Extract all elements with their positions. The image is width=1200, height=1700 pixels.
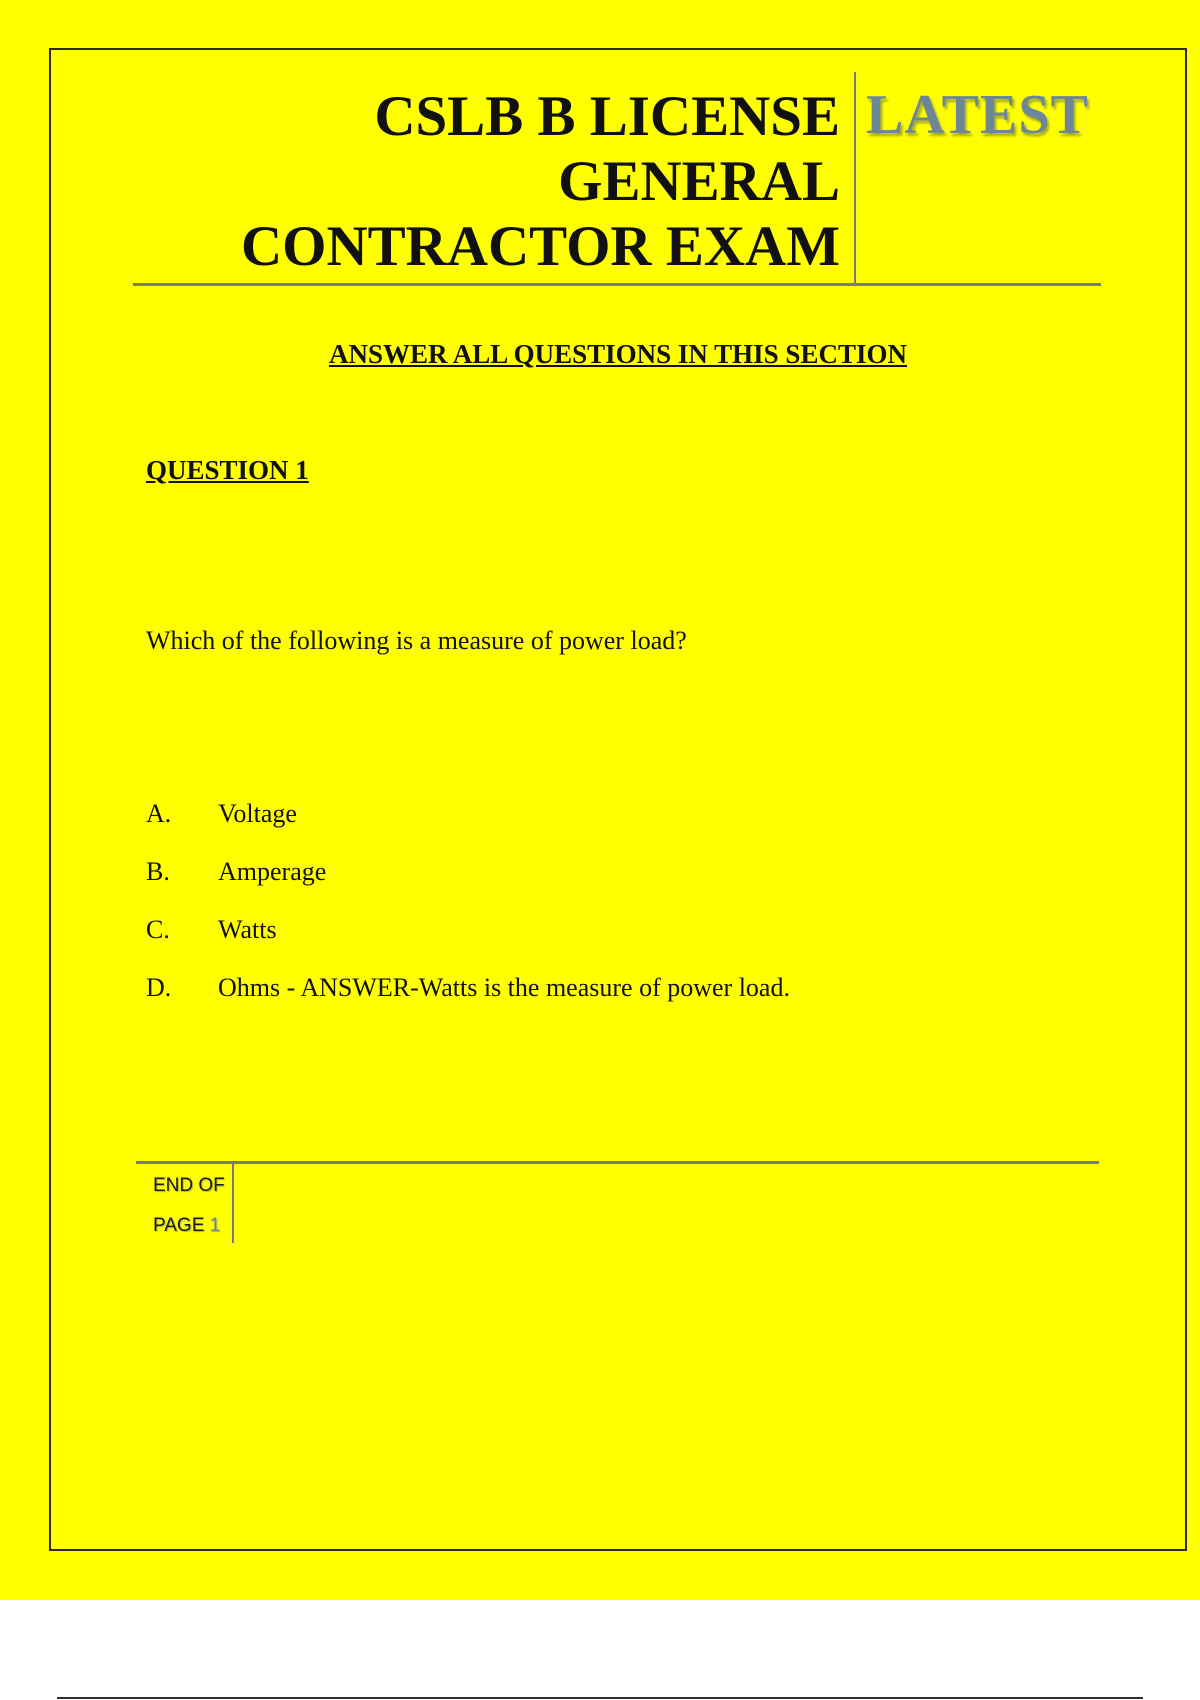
footer-rule (136, 1161, 1099, 1164)
title-line: CSLB B LICENSE (374, 85, 840, 148)
latest-badge: LATEST (866, 84, 1089, 146)
title-line: GENERAL (558, 150, 840, 213)
option-letter: B. (146, 857, 170, 886)
option-letter: C. (146, 915, 170, 944)
footer-end-of: END OF (153, 1175, 225, 1196)
title-divider (854, 72, 856, 284)
question-text: Which of the following is a measure of power load? (146, 626, 687, 655)
question-heading: QUESTION 1 (146, 455, 309, 485)
answer-options (146, 796, 790, 1028)
footer-page-label: PAGE (153, 1215, 205, 1236)
document-title (180, 84, 840, 279)
answer-option (146, 970, 790, 1028)
option-text: Voltage (218, 799, 297, 828)
answer-option (146, 854, 790, 912)
option-text: Ohms - ANSWER-Watts is the measure of power load. (218, 973, 790, 1002)
footer-divider (232, 1163, 234, 1243)
page-footer (153, 1166, 225, 1246)
option-text: Watts (218, 915, 277, 944)
next-page-rule (57, 1697, 1143, 1699)
answer-option (146, 912, 790, 970)
header-rule (133, 283, 1101, 286)
answer-option (146, 796, 790, 854)
option-text: Amperage (218, 857, 327, 886)
option-letter: D. (146, 973, 172, 1002)
option-letter: A. (146, 799, 172, 828)
title-line: CONTRACTOR EXAM (240, 215, 840, 278)
page-number: 1 (209, 1215, 221, 1236)
footer-page-line (153, 1206, 225, 1246)
section-instruction: ANSWER ALL QUESTIONS IN THIS SECTION (329, 339, 907, 369)
